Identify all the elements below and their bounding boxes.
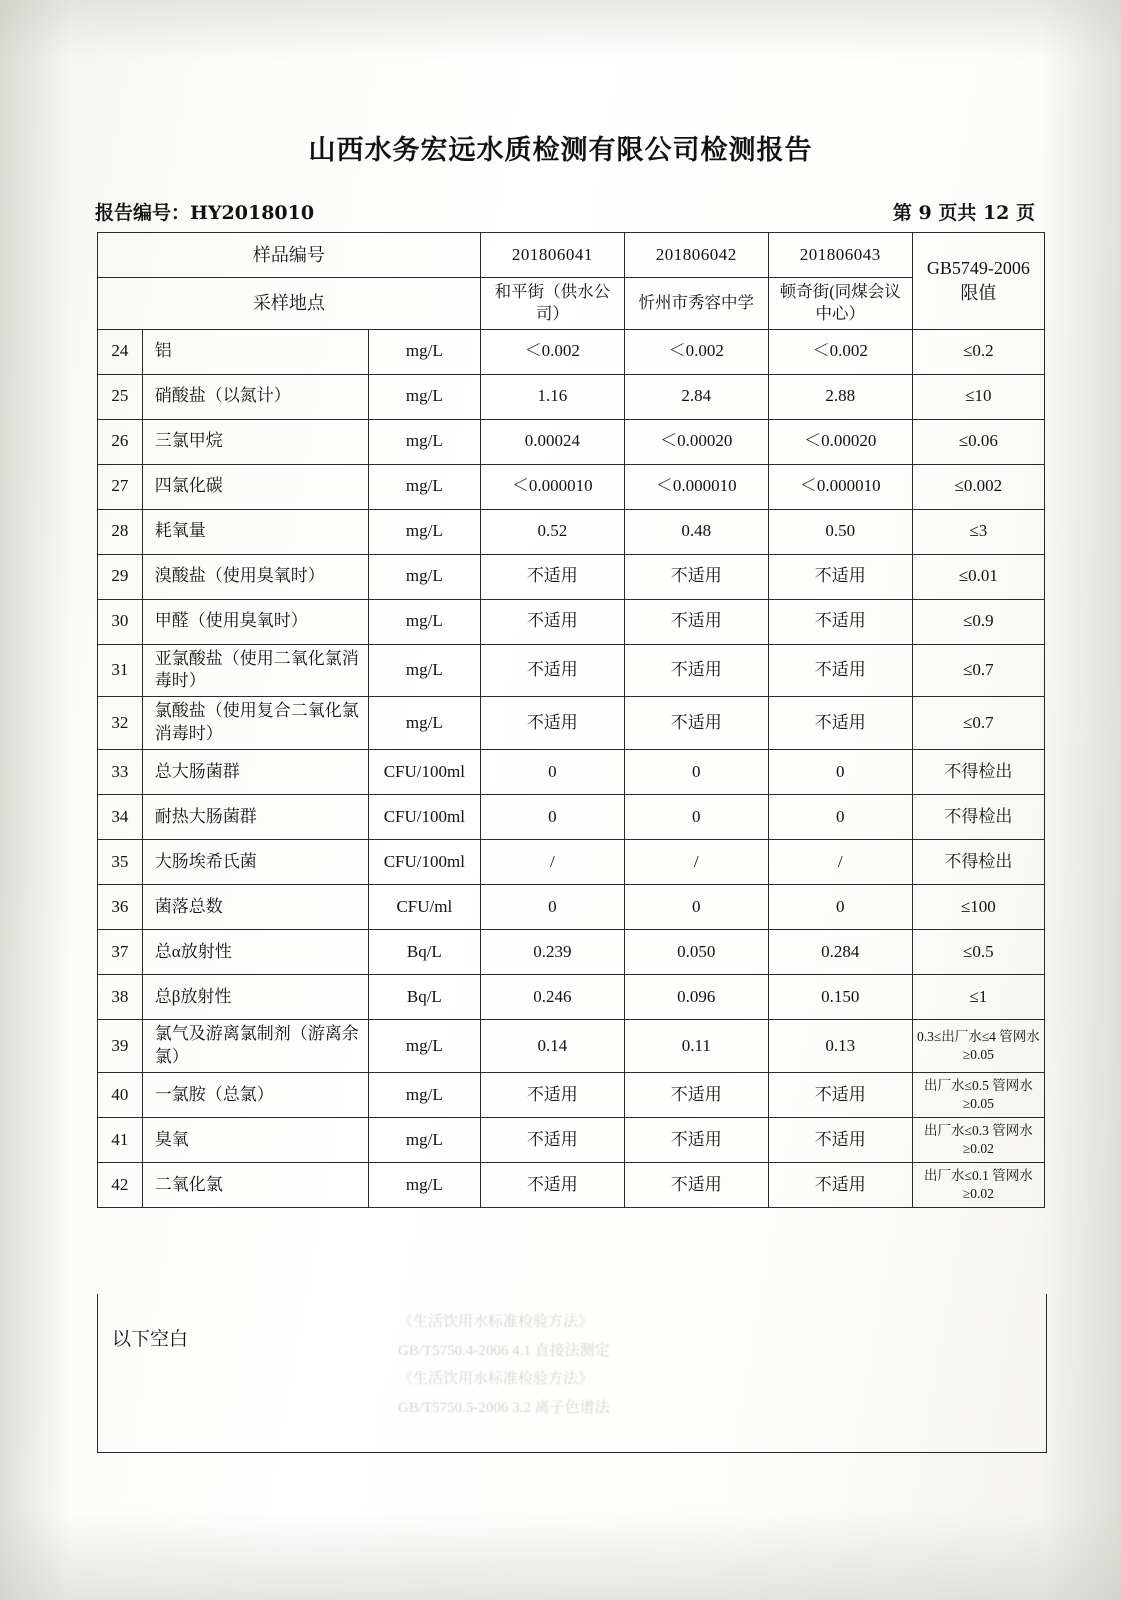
row-index: 32 [98, 697, 143, 750]
header-site-2: 忻州市秀容中学 [624, 278, 768, 330]
row-value-sample-1: 0 [480, 795, 624, 840]
row-item-name: 臭氧 [142, 1118, 368, 1163]
row-value-sample-3: 不适用 [768, 554, 912, 599]
row-value-sample-1: 不适用 [480, 554, 624, 599]
row-index: 41 [98, 1118, 143, 1163]
row-value-sample-2: 0.050 [624, 930, 768, 975]
row-value-sample-2: 0.11 [624, 1020, 768, 1073]
row-value-sample-2: ＜0.00020 [624, 419, 768, 464]
row-limit: ≤1 [912, 975, 1044, 1020]
row-value-sample-3: 不适用 [768, 697, 912, 750]
row-limit: 出厂水≤0.3 管网水≥0.02 [912, 1118, 1044, 1163]
page-indicator: 第 9 页共 12 页 [892, 202, 1035, 224]
row-unit: Bq/L [368, 975, 480, 1020]
row-limit: 不得检出 [912, 840, 1044, 885]
row-unit: CFU/100ml [368, 750, 480, 795]
row-value-sample-1: 0.246 [480, 975, 624, 1020]
header-sample-no-1: 201806041 [480, 233, 624, 278]
row-value-sample-2: 不适用 [624, 644, 768, 697]
row-limit: 出厂水≤0.1 管网水≥0.02 [912, 1163, 1044, 1208]
scan-shadow-right [1041, 0, 1121, 1600]
row-item-name: 耗氧量 [142, 509, 368, 554]
table-row [98, 374, 1045, 419]
row-value-sample-2: 2.84 [624, 374, 768, 419]
row-unit: mg/L [368, 644, 480, 697]
row-item-name: 铝 [142, 329, 368, 374]
row-value-sample-1: 不适用 [480, 599, 624, 644]
header-sample-no-2: 201806042 [624, 233, 768, 278]
row-item-name: 四氯化碳 [142, 464, 368, 509]
row-item-name: 总β放射性 [142, 975, 368, 1020]
row-limit: ≤0.06 [912, 419, 1044, 464]
row-value-sample-2: 0 [624, 750, 768, 795]
row-item-name: 二氧化氯 [142, 1163, 368, 1208]
blank-note: 以下空白 [112, 1329, 189, 1350]
row-value-sample-3: 0.50 [768, 509, 912, 554]
row-limit: ≤0.9 [912, 599, 1044, 644]
row-value-sample-1: 0.00024 [480, 419, 624, 464]
row-value-sample-1: 0.14 [480, 1020, 624, 1073]
table-row [98, 419, 1045, 464]
table-row [98, 697, 1045, 750]
row-limit: ≤0.01 [912, 554, 1044, 599]
table-row [98, 329, 1045, 374]
row-index: 42 [98, 1163, 143, 1208]
scan-shadow-top [0, 0, 1121, 60]
row-index: 30 [98, 599, 143, 644]
row-value-sample-3: 0 [768, 750, 912, 795]
results-table [97, 232, 1045, 1208]
row-unit: CFU/ml [368, 885, 480, 930]
row-limit: 不得检出 [912, 750, 1044, 795]
table-row [98, 975, 1045, 1020]
row-value-sample-1: 不适用 [480, 1163, 624, 1208]
header-sample-no-3: 201806043 [768, 233, 912, 278]
row-value-sample-1: 0 [480, 885, 624, 930]
table-row [98, 930, 1045, 975]
row-item-name: 氯气及游离氯制剂（游离余氯） [142, 1020, 368, 1073]
row-limit: ≤0.5 [912, 930, 1044, 975]
row-index: 27 [98, 464, 143, 509]
row-value-sample-1: 不适用 [480, 1118, 624, 1163]
row-index: 38 [98, 975, 143, 1020]
report-number-label: 报告编号： [95, 202, 191, 224]
row-value-sample-2: 0.096 [624, 975, 768, 1020]
row-value-sample-3: ＜0.00020 [768, 419, 912, 464]
row-limit: 0.3≤出厂水≤4 管网水≥0.05 [912, 1020, 1044, 1073]
row-value-sample-1: 0 [480, 750, 624, 795]
row-value-sample-1: 1.16 [480, 374, 624, 419]
table-row [98, 554, 1045, 599]
row-value-sample-2: 不适用 [624, 599, 768, 644]
row-value-sample-3: 0 [768, 885, 912, 930]
row-limit: 出厂水≤0.5 管网水≥0.05 [912, 1073, 1044, 1118]
row-value-sample-1: 0.239 [480, 930, 624, 975]
row-value-sample-3: 不适用 [768, 599, 912, 644]
page-title: 山西水务宏远水质检测有限公司检测报告 [308, 135, 813, 166]
header-site-3: 顿奇街(同煤会议中心） [768, 278, 912, 330]
row-value-sample-1: 0.52 [480, 509, 624, 554]
row-index: 24 [98, 329, 143, 374]
row-index: 25 [98, 374, 143, 419]
row-index: 39 [98, 1020, 143, 1073]
scan-shadow-bottom [0, 1510, 1121, 1600]
table-row [98, 1163, 1045, 1208]
row-value-sample-2: / [624, 840, 768, 885]
row-value-sample-3: 不适用 [768, 1073, 912, 1118]
report-number-value: HY2018010 [190, 202, 315, 224]
row-index: 37 [98, 930, 143, 975]
row-item-name: 总α放射性 [142, 930, 368, 975]
header-sample-no-label: 样品编号 [98, 233, 481, 278]
row-value-sample-3: 0.150 [768, 975, 912, 1020]
table-row [98, 509, 1045, 554]
row-item-name: 溴酸盐（使用臭氧时） [142, 554, 368, 599]
row-item-name: 氯酸盐（使用复合二氧化氯消毒时） [142, 697, 368, 750]
header-site-label: 采样地点 [98, 278, 481, 330]
table-header-site-row [98, 278, 1045, 330]
row-unit: mg/L [368, 599, 480, 644]
table-row [98, 599, 1045, 644]
watermark-line: GB/T5750.5-2006 3.2 离子色谱法 [398, 1399, 610, 1416]
row-value-sample-1: 不适用 [480, 697, 624, 750]
table-row [98, 840, 1045, 885]
row-value-sample-3: / [768, 840, 912, 885]
scan-shadow-left [0, 0, 70, 1600]
row-unit: mg/L [368, 554, 480, 599]
row-value-sample-1: 不适用 [480, 644, 624, 697]
row-value-sample-3: 不适用 [768, 644, 912, 697]
row-index: 33 [98, 750, 143, 795]
row-unit: mg/L [368, 1020, 480, 1073]
row-index: 34 [98, 795, 143, 840]
blank-area-box [97, 1294, 1047, 1453]
table-row [98, 644, 1045, 697]
row-value-sample-2: 0.48 [624, 509, 768, 554]
row-unit: CFU/100ml [368, 795, 480, 840]
bleed-through-watermark [398, 1308, 828, 1422]
row-item-name: 三氯甲烷 [142, 419, 368, 464]
row-value-sample-1: / [480, 840, 624, 885]
watermark-line: GB/T5750.4-2006 4.1 直接法测定 [398, 1342, 610, 1359]
row-unit: mg/L [368, 1163, 480, 1208]
row-value-sample-3: 0.13 [768, 1020, 912, 1073]
row-unit: mg/L [368, 329, 480, 374]
row-value-sample-2: 不适用 [624, 1163, 768, 1208]
table-row [98, 1020, 1045, 1073]
row-item-name: 耐热大肠菌群 [142, 795, 368, 840]
row-unit: mg/L [368, 464, 480, 509]
row-value-sample-3: 0 [768, 795, 912, 840]
row-item-name: 甲醛（使用臭氧时） [142, 599, 368, 644]
row-value-sample-2: ＜0.002 [624, 329, 768, 374]
row-index: 31 [98, 644, 143, 697]
row-unit: mg/L [368, 419, 480, 464]
row-unit: mg/L [368, 374, 480, 419]
row-item-name: 一氯胺（总氯） [142, 1073, 368, 1118]
row-unit: Bq/L [368, 930, 480, 975]
row-item-name: 亚氯酸盐（使用二氧化氯消毒时） [142, 644, 368, 697]
row-value-sample-3: ＜0.000010 [768, 464, 912, 509]
row-index: 40 [98, 1073, 143, 1118]
row-unit: mg/L [368, 1118, 480, 1163]
row-value-sample-2: 不适用 [624, 554, 768, 599]
row-limit: 不得检出 [912, 795, 1044, 840]
row-value-sample-3: ＜0.002 [768, 329, 912, 374]
row-index: 29 [98, 554, 143, 599]
table-row [98, 750, 1045, 795]
row-value-sample-2: 不适用 [624, 697, 768, 750]
row-unit: mg/L [368, 1073, 480, 1118]
row-value-sample-1: ＜0.000010 [480, 464, 624, 509]
row-limit: ≤0.7 [912, 644, 1044, 697]
row-value-sample-3: 2.88 [768, 374, 912, 419]
row-value-sample-2: 不适用 [624, 1073, 768, 1118]
row-item-name: 总大肠菌群 [142, 750, 368, 795]
row-limit: ≤100 [912, 885, 1044, 930]
row-index: 26 [98, 419, 143, 464]
row-unit: CFU/100ml [368, 840, 480, 885]
watermark-line: 《生活饮用水标准检验方法》 [398, 1371, 594, 1387]
row-item-name: 大肠埃希氏菌 [142, 840, 368, 885]
row-value-sample-2: 0 [624, 795, 768, 840]
row-value-sample-2: 0 [624, 885, 768, 930]
table-row [98, 1073, 1045, 1118]
row-item-name: 菌落总数 [142, 885, 368, 930]
row-unit: mg/L [368, 697, 480, 750]
table-row [98, 795, 1045, 840]
row-item-name: 硝酸盐（以氮计） [142, 374, 368, 419]
table-row [98, 464, 1045, 509]
row-limit: ≤0.7 [912, 697, 1044, 750]
row-value-sample-1: ＜0.002 [480, 329, 624, 374]
header-site-1: 和平街（供水公司） [480, 278, 624, 330]
table-row [98, 1118, 1045, 1163]
header-standard-limit: GB5749-2006 限值 [912, 233, 1044, 330]
table-header-sample-row [98, 233, 1045, 278]
row-index: 28 [98, 509, 143, 554]
watermark-line: 《生活饮用水标准检验方法》 [398, 1314, 594, 1330]
row-value-sample-2: ＜0.000010 [624, 464, 768, 509]
row-index: 36 [98, 885, 143, 930]
table-row [98, 885, 1045, 930]
row-value-sample-3: 不适用 [768, 1118, 912, 1163]
report-number [95, 198, 314, 225]
row-value-sample-2: 不适用 [624, 1118, 768, 1163]
row-limit: ≤0.2 [912, 329, 1044, 374]
row-value-sample-3: 0.284 [768, 930, 912, 975]
row-limit: ≤10 [912, 374, 1044, 419]
row-value-sample-3: 不适用 [768, 1163, 912, 1208]
row-limit: ≤0.002 [912, 464, 1044, 509]
row-value-sample-1: 不适用 [480, 1073, 624, 1118]
report-meta [95, 198, 1035, 225]
row-index: 35 [98, 840, 143, 885]
row-unit: mg/L [368, 509, 480, 554]
row-limit: ≤3 [912, 509, 1044, 554]
